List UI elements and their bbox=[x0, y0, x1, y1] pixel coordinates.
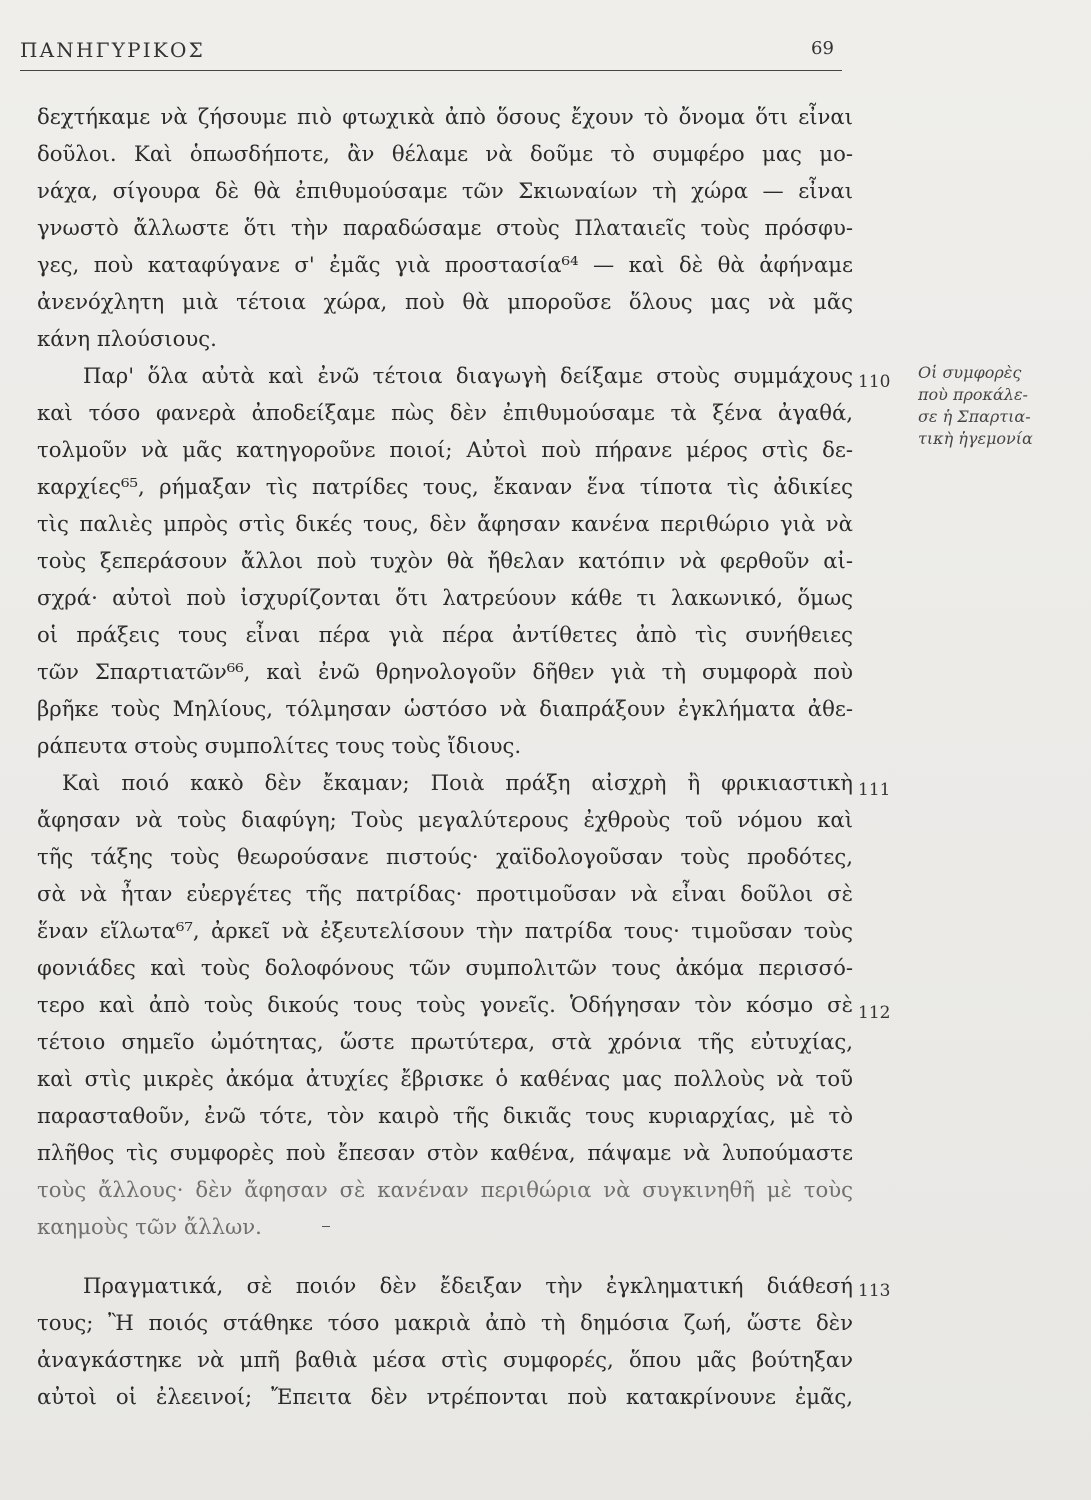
margin-note-line: Οἱ συμφορὲς bbox=[918, 363, 1022, 382]
text-line: τοὺς ἄλλους· δὲν ἄφησαν σὲ κανέναν περιθώρια νὰ συγκινηθῆ μὲ τοὺς bbox=[37, 1177, 853, 1202]
text-line: γνωστὸ ἄλλωστε ὅτι τὴν παραδώσαμε στοὺς Πλαταιεῖς τοὺς πρόσφυ- bbox=[37, 215, 853, 240]
text-line: τους; Ἢ ποιός στάθηκε τόσο μακριὰ ἀπὸ τὴ δημόσια ζωή, ὥστε δὲν bbox=[37, 1310, 853, 1335]
text-line: πλῆθος τὶς συμφορὲς ποὺ ἔπεσαν στὸν καθένα, πάψαμε νὰ λυπούμαστε bbox=[37, 1140, 853, 1165]
text-line: δεχτήκαμε νὰ ζήσουμε πιὸ φτωχικὰ ἀπὸ ὅσους ἔχουν τὸ ὄνομα ὅτι εἶναι bbox=[37, 104, 853, 129]
text-line: γες, ποὺ καταφύγανε σ' ἐμᾶς γιὰ προστασία⁶⁴ — καὶ δὲ θὰ ἀφήναμε bbox=[37, 252, 853, 277]
text-line: ἀνενόχλητη μιὰ τέτοια χώρα, ποὺ θὰ μποροῦσε ὅλους μας νὰ μᾶς bbox=[37, 289, 853, 314]
section-number-111: 111 bbox=[858, 780, 891, 800]
text-line: αὐτοὶ οἱ ἐλεεινοί; Ἔπειτα δὲν ντρέπονται ποὺ κατακρίνουνε ἐμᾶς, bbox=[37, 1384, 853, 1409]
text-line: ἀναγκάστηκε νὰ μπῆ βαθιὰ μέσα στὶς συμφορές, ὅπου μᾶς βούτηξαν bbox=[37, 1347, 853, 1372]
text-line: τερο καὶ ἀπὸ τοὺς δικούς τους τοὺς γονεῖς. Ὁδήγησαν τὸν κόσμο σὲ bbox=[37, 992, 853, 1017]
text-line: νάχα, σίγουρα δὲ θὰ ἐπιθυμούσαμε τῶν Σκιωναίων τὴ χώρα — εἶναι bbox=[37, 178, 853, 203]
page-number: 69 bbox=[811, 38, 834, 59]
text-line: καημοὺς τῶν ἄλλων. bbox=[37, 1214, 262, 1239]
text-line: τὶς παλιὲς μπρὸς στὶς δικές τους, δὲν ἄφησαν κανένα περιθώριο γιὰ νὰ bbox=[37, 511, 853, 536]
text-line: τέτοιο σημεῖο ὠμότητας, ὥστε πρωτύτερα, στὰ χρόνια τῆς εὐτυχίας, bbox=[37, 1029, 853, 1054]
text-line: καὶ τόσο φανερὰ ἀποδείξαμε πὼς δὲν ἐπιθυμούσαμε τὰ ξένα ἀγαθά, bbox=[37, 400, 853, 425]
section-number-112: 112 bbox=[858, 1003, 891, 1023]
text-line: σὰ νὰ ἦταν εὐεργέτες τῆς πατρίδας· προτιμοῦσαν νὰ εἶναι δοῦλοι σὲ bbox=[37, 881, 853, 906]
text-line: τοὺς ξεπεράσουν ἄλλοι ποὺ τυχὸν θὰ ἤθελαν κατόπιν νὰ φερθοῦν αἰ- bbox=[37, 548, 853, 573]
body-text bbox=[37, 98, 853, 1415]
text-line: ἕναν εἵλωτα⁶⁷, ἀρκεῖ νὰ ἐξευτελίσουν τὴν πατρίδα τους· τιμοῦσαν τοὺς bbox=[37, 918, 853, 943]
text-line: δοῦλοι. Καὶ ὁπωσδήποτε, ἂν θέλαμε νὰ δοῦμε τὸ συμφέρο μας μο- bbox=[37, 141, 853, 166]
margin-note-line: τικὴ ἡγεμονία bbox=[918, 429, 1033, 448]
section-number-113: 113 bbox=[858, 1281, 891, 1301]
text-line: ἄφησαν νὰ τοὺς διαφύγη; Τοὺς μεγαλύτερους ἐχθροὺς τοῦ νόμου καὶ bbox=[37, 807, 853, 832]
text-line: τῶν Σπαρτιατῶν⁶⁶, καὶ ἐνῶ θρηνολογοῦν δῆθεν γιὰ τὴ συμφορὰ ποὺ bbox=[37, 659, 853, 684]
text-line: καρχίες⁶⁵, ρήμαξαν τὶς πατρίδες τους, ἔκαναν ἕνα τίποτα τὶς ἀδικίες bbox=[37, 474, 853, 499]
text-line: τῆς τάξης τοὺς θεωρούσανε πιστούς· χαϊδολογοῦσαν τοὺς προδότες, bbox=[37, 844, 853, 869]
header-rule bbox=[20, 70, 842, 71]
text-line: παρασταθοῦν, ἐνῶ τότε, τὸν καιρὸ τῆς δικιᾶς τους κυριαρχίας, μὲ τὸ bbox=[37, 1103, 853, 1128]
text-line: ράπευτα στοὺς συμπολίτες τους τοὺς ἴδιους. bbox=[37, 733, 522, 758]
running-head: ΠΑΝΗΓΥΡΙΚΟΣ bbox=[20, 38, 205, 62]
section-number-110: 110 bbox=[858, 372, 891, 392]
text-line: κάνη πλούσιους. bbox=[37, 326, 217, 351]
margin-note-line: ποὺ προκάλε- bbox=[918, 385, 1028, 404]
paragraph-start: Παρ' ὅλα αὐτὰ καὶ ἐνῶ τέτοια διαγωγὴ δείξαμε στοὺς συμμάχους bbox=[83, 363, 853, 388]
text-line: οἱ πράξεις τους εἶναι πέρα γιὰ πέρα ἀντίθετες ἀπὸ τὶς συνήθειες bbox=[37, 622, 853, 647]
text-line: καὶ στὶς μικρὲς ἀκόμα ἀτυχίες ἔβρισκε ὁ καθένας μας πολλοὺς νὰ τοῦ bbox=[37, 1066, 853, 1091]
paragraph-start: Πραγματικά, σὲ ποιόν δὲν ἔδειξαν τὴν ἐγκληματική διάθεσή bbox=[83, 1273, 853, 1298]
margin-note-line: σε ἡ Σπαρτια- bbox=[918, 407, 1031, 426]
text-line: τολμοῦν νὰ μᾶς κατηγοροῦνε ποιοί; Αὐτοὶ ποὺ πήρανε μέρος στὶς δε- bbox=[37, 437, 853, 462]
stray-dash-mark bbox=[322, 1226, 330, 1227]
margin-note bbox=[918, 362, 1068, 450]
text-line: βρῆκε τοὺς Μηλίους, τόλμησαν ὡστόσο νὰ διαπράξουν ἐγκλήματα ἀθε- bbox=[37, 696, 853, 721]
paragraph-start: Καὶ ποιό κακὸ δὲν ἔκαμαν; Ποιὰ πράξη αἰσχρὴ ἢ φρικιαστικὴ bbox=[62, 770, 853, 795]
text-line: σχρά· αὐτοὶ ποὺ ἰσχυρίζονται ὅτι λατρεύουν κάθε τι λακωνικό, ὅμως bbox=[37, 585, 853, 610]
text-line: φονιάδες καὶ τοὺς δολοφόνους τῶν συμπολιτῶν τους ἀκόμα περισσό- bbox=[37, 955, 853, 980]
